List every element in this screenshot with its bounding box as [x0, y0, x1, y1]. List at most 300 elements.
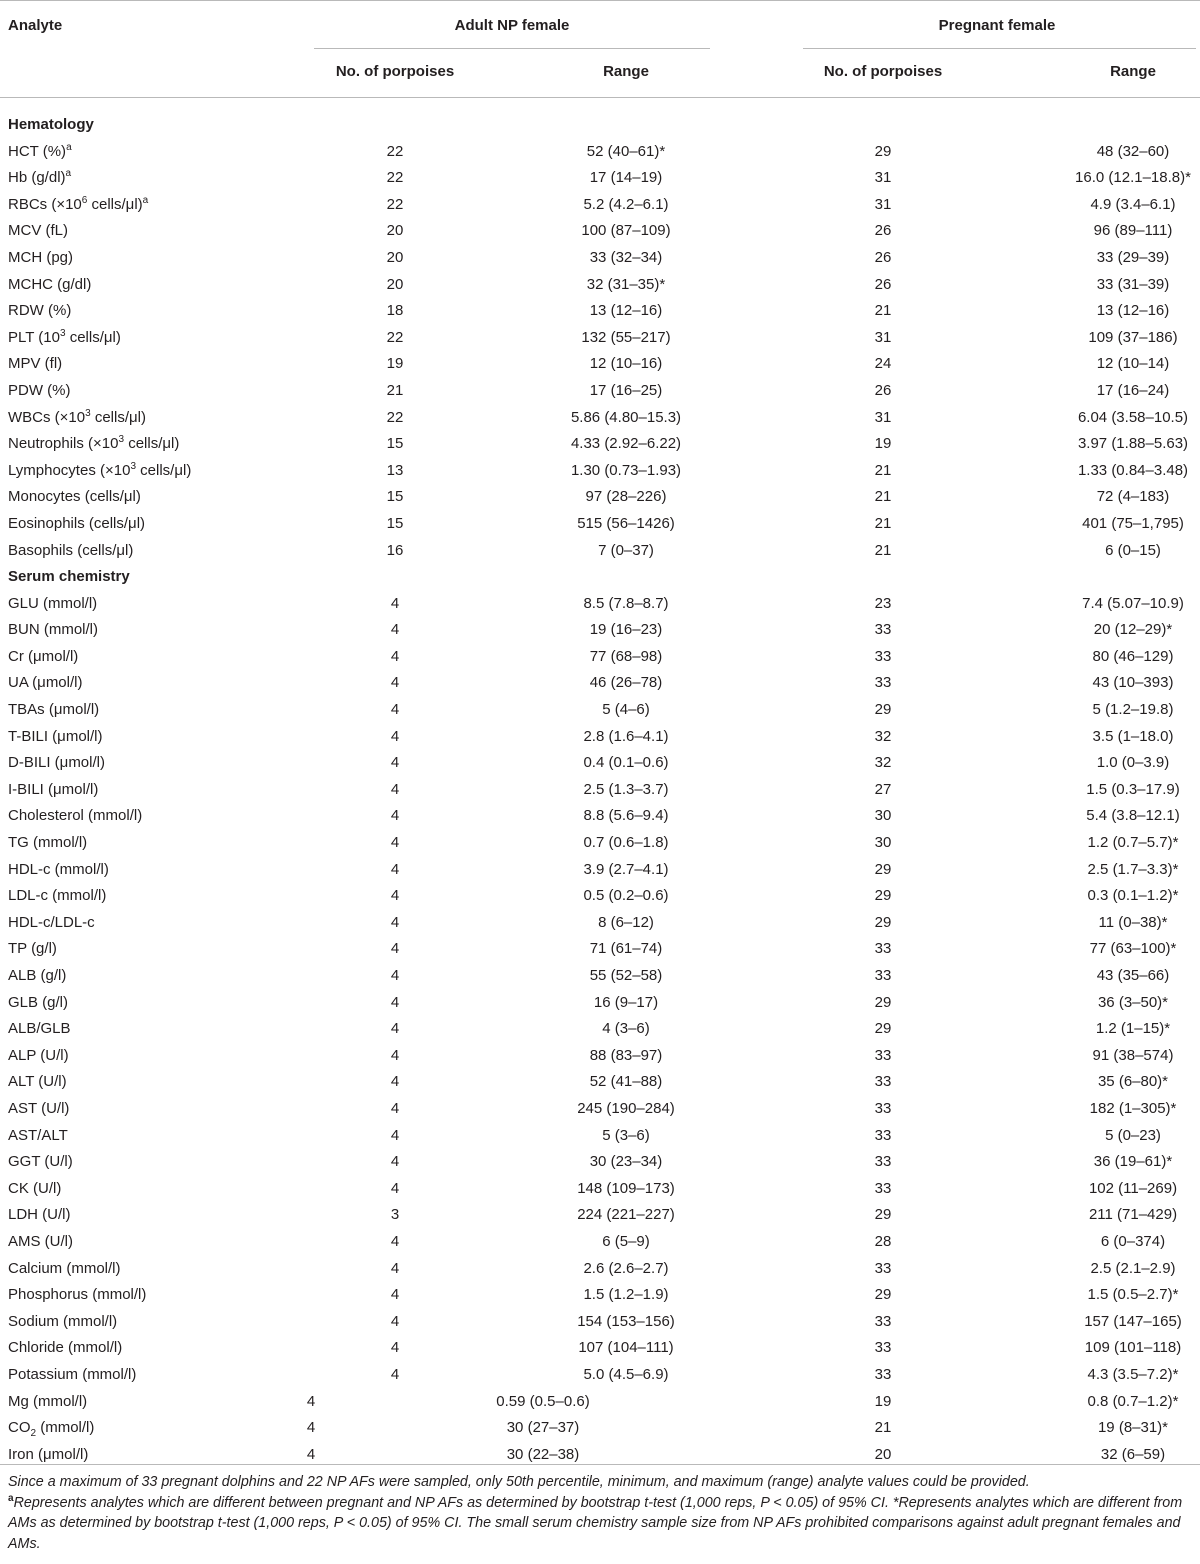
table-row [0, 484, 1200, 511]
table-row [0, 192, 1200, 219]
analyte-name: Chloride (mmol/l) [8, 1339, 123, 1357]
pregnant-range: 2.5 (1.7–3.3)* [1087, 860, 1179, 878]
np-female-range: 19 (16–23) [589, 621, 663, 639]
pregnant-count: 29 [874, 887, 892, 905]
pregnant-count: 33 [874, 1073, 892, 1091]
pregnant-range: 0.3 (0.1–1.2)* [1087, 887, 1179, 905]
table-row [0, 1229, 1200, 1256]
pregnant-range: 5 (0–23) [1105, 1126, 1161, 1144]
np-female-range: 3.9 (2.7–4.1) [583, 860, 669, 878]
pregnant-range: 0.8 (0.7–1.2)* [1087, 1392, 1179, 1410]
table-row [0, 591, 1200, 618]
analyte-name: HDL-c (mmol/l) [8, 860, 109, 878]
table-footnotes [8, 1472, 1194, 1554]
pregnant-count: 21 [874, 302, 892, 320]
np-female-range: 7 (0–37) [598, 541, 654, 559]
pregnant-count: 29 [874, 1020, 892, 1038]
np-female-range: 515 (56–1426) [577, 514, 675, 532]
pregnant-count: 27 [874, 780, 892, 798]
np-female-count: 4 [390, 940, 400, 958]
table-row [0, 617, 1200, 644]
group2-underline [803, 48, 1196, 49]
np-female-range: 0.4 (0.1–0.6) [583, 754, 669, 772]
header-no-of-porpoises-1: No. of porpoises [335, 63, 455, 80]
np-female-count: 4 [306, 1419, 316, 1437]
pregnant-count: 33 [874, 1259, 892, 1277]
pregnant-range: 13 (12–16) [1096, 302, 1170, 320]
table-row [0, 803, 1200, 830]
analyte-name: Monocytes (cells/μl) [8, 488, 141, 506]
analyte-name: RBCs ($\times 10^6$ cells/μl)$^a$ [8, 194, 149, 213]
np-female-count: 4 [390, 860, 400, 878]
analyte-name: D-BILI (μmol/l) [8, 754, 105, 772]
pregnant-range: 109 (37–186) [1088, 328, 1178, 346]
pregnant-range: 7.4 (5.07–10.9) [1082, 594, 1184, 612]
pregnant-count: 33 [874, 1046, 892, 1064]
pregnant-range: 4.3 (3.5–7.2)* [1087, 1365, 1179, 1383]
np-female-range: 17 (16–25) [589, 381, 663, 399]
np-female-count: 4 [390, 621, 400, 639]
np-female-count: 4 [390, 1153, 400, 1171]
np-female-count: 20 [386, 248, 404, 266]
analyte-name: $CO_2$ (mmol/l) [8, 1419, 95, 1440]
np-female-count: 4 [390, 1099, 400, 1117]
pregnant-range: 20 (12–29)* [1093, 621, 1173, 639]
analyte-name: Sodium (mmol/l) [8, 1312, 118, 1330]
np-female-range: 71 (61–74) [589, 940, 663, 958]
pregnant-count: 28 [874, 1232, 892, 1250]
pregnant-range: 48 (32–60) [1096, 142, 1170, 160]
np-female-range: 0.7 (0.6–1.8) [583, 834, 669, 852]
pregnant-count: 23 [874, 594, 892, 612]
header-no-of-porpoises-2: No. of porpoises [823, 63, 943, 80]
analyte-name: HDL-c/LDL-c [8, 913, 95, 931]
np-female-range: 8 (6–12) [598, 913, 654, 931]
table-row [0, 1389, 1200, 1416]
np-female-count: 15 [386, 488, 404, 506]
analyte-name: UA (μmol/l) [8, 674, 83, 692]
np-female-count: 13 [386, 461, 404, 479]
pregnant-range: 5.4 (3.8–12.1) [1086, 807, 1180, 825]
np-female-count: 4 [390, 1339, 400, 1357]
pregnant-count: 29 [874, 860, 892, 878]
table-row [0, 245, 1200, 272]
table-row [0, 1282, 1200, 1309]
analyte-name: GLB (g/l) [8, 993, 69, 1011]
analyte-name: Hb $(g/dl)^a$ [8, 168, 72, 187]
np-female-count: 4 [390, 1020, 400, 1038]
pregnant-range: 1.33 (0.84–3.48) [1077, 461, 1189, 479]
np-female-count: 4 [390, 701, 400, 719]
np-female-range: 5 (3–6) [602, 1126, 650, 1144]
table-row [0, 1362, 1200, 1389]
pregnant-range: 12 (10–14) [1096, 355, 1170, 373]
table-row [0, 298, 1200, 325]
analyte-name: LDH (U/l) [8, 1206, 71, 1224]
table-row [0, 857, 1200, 884]
np-female-range: 52 (41–88) [589, 1073, 663, 1091]
np-female-range: 2.8 (1.6–4.1) [583, 727, 669, 745]
np-female-count: 4 [390, 1286, 400, 1304]
np-female-range: 1.5 (1.2–1.9) [583, 1286, 669, 1304]
np-female-range: 1.30 (0.73–1.93) [570, 461, 682, 479]
analyte-name: Cholesterol (mmol/l) [8, 807, 143, 825]
pregnant-range: 36 (19–61)* [1093, 1153, 1173, 1171]
pregnant-range: 1.5 (0.3–17.9) [1086, 780, 1180, 798]
analyte-name: T-BILI (μmol/l) [8, 727, 103, 745]
table-row [0, 1309, 1200, 1336]
pregnant-count: 29 [874, 701, 892, 719]
pregnant-count: 29 [874, 993, 892, 1011]
pregnant-count: 21 [874, 488, 892, 506]
np-female-range: 0.5 (0.2–0.6) [583, 887, 669, 905]
analyte-name: ALP (U/l) [8, 1046, 69, 1064]
pregnant-range: 3.5 (1–18.0) [1092, 727, 1174, 745]
np-female-count: 21 [386, 381, 404, 399]
analyte-name: PDW (%) [8, 381, 71, 399]
pregnant-range: 36 (3–50)* [1097, 993, 1169, 1011]
pregnant-count: 29 [874, 142, 892, 160]
section-header-row [0, 112, 1200, 139]
pregnant-range: 80 (46–129) [1092, 647, 1174, 665]
section-title: Hematology [8, 116, 94, 133]
pregnant-count: 21 [874, 514, 892, 532]
table-row [0, 538, 1200, 565]
pregnant-range: 43 (35–66) [1096, 967, 1170, 984]
pregnant-count: 26 [874, 248, 892, 266]
np-female-range: 5 (4–6) [602, 701, 650, 719]
pregnant-range: 43 (10–393) [1092, 674, 1174, 692]
section-header-row [0, 564, 1200, 591]
table-row [0, 1149, 1200, 1176]
analyte-name: CK (U/l) [8, 1179, 62, 1197]
analyte-name: MCV (fL) [8, 222, 68, 240]
analyte-name: I-BILI (μmol/l) [8, 780, 99, 798]
analyte-name: ALB (g/l) [8, 967, 67, 984]
table-row [0, 1335, 1200, 1362]
np-female-range: 77 (68–98) [589, 647, 663, 665]
np-female-range: 30 (27–37) [506, 1419, 580, 1437]
np-female-count: 4 [306, 1392, 316, 1410]
analyte-name: Basophils (cells/μl) [8, 541, 134, 559]
table-row [0, 1096, 1200, 1123]
table-row [0, 325, 1200, 352]
pregnant-range: 35 (6–80)* [1097, 1073, 1169, 1091]
table-row [0, 697, 1200, 724]
pregnant-count: 31 [874, 195, 892, 213]
table-row [0, 431, 1200, 458]
analyte-name: RDW (%) [8, 302, 72, 320]
np-female-count: 4 [390, 647, 400, 665]
np-female-range: 2.6 (2.6–2.7) [583, 1259, 669, 1277]
np-female-range: 88 (83–97) [589, 1046, 663, 1064]
analyte-name: Cr (μmol/l) [8, 647, 79, 665]
pregnant-range: 32 (6–59) [1100, 1445, 1166, 1463]
table-row [0, 963, 1200, 990]
pregnant-count: 33 [874, 1312, 892, 1330]
analyte-name: MCHC (g/dl) [8, 275, 92, 293]
np-female-range: 30 (23–34) [589, 1153, 663, 1171]
np-female-range: 30 (22–38) [506, 1445, 580, 1463]
pregnant-count: 33 [874, 647, 892, 665]
pregnant-count: 32 [874, 727, 892, 745]
pregnant-range: 2.5 (2.1–2.9) [1090, 1259, 1176, 1277]
np-female-count: 20 [386, 275, 404, 293]
analyte-name: AST (U/l) [8, 1099, 70, 1117]
table-row [0, 1016, 1200, 1043]
table-row [0, 378, 1200, 405]
pregnant-range: 401 (75–1,795) [1082, 514, 1184, 532]
pregnant-count: 26 [874, 222, 892, 240]
pregnant-range: 1.0 (0–3.9) [1096, 754, 1170, 772]
np-female-range: 12 (10–16) [589, 355, 663, 373]
np-female-count: 4 [390, 754, 400, 772]
analyte-name: Eosinophils (cells/μl) [8, 514, 146, 532]
np-female-count: 19 [386, 355, 404, 373]
pregnant-range: 33 (29–39) [1096, 248, 1170, 266]
table-row [0, 777, 1200, 804]
analyte-name: Lymphocytes ($\times 10^3$ cells/μl) [8, 460, 192, 479]
pregnant-range: 6.04 (3.58–10.5) [1077, 408, 1189, 426]
np-female-count: 4 [390, 1259, 400, 1277]
np-female-range: 32 (31–35)* [586, 275, 666, 293]
table-row [0, 1176, 1200, 1203]
pregnant-range: 11 (0–38)* [1098, 913, 1168, 931]
np-female-count: 18 [386, 302, 404, 320]
pregnant-count: 26 [874, 275, 892, 293]
pregnant-range: 77 (63–100)* [1089, 940, 1177, 958]
pregnant-range: 6 (0–374) [1100, 1232, 1166, 1250]
pregnant-count: 21 [874, 461, 892, 479]
pregnant-range: 4.9 (3.4–6.1) [1090, 195, 1176, 213]
np-female-range: 107 (104–111) [578, 1339, 674, 1357]
table-row [0, 750, 1200, 777]
table-row [0, 724, 1200, 751]
np-female-count: 4 [390, 1126, 400, 1144]
np-female-range: 16 (9–17) [593, 993, 659, 1011]
np-female-count: 4 [390, 594, 400, 612]
analyte-name: GLU (mmol/l) [8, 594, 98, 612]
analyte-name: MCH (pg) [8, 248, 74, 266]
np-female-range: 4.33 (2.92–6.22) [570, 435, 682, 453]
table-row [0, 990, 1200, 1017]
pregnant-count: 33 [874, 1153, 892, 1171]
pregnant-count: 20 [874, 1445, 892, 1463]
pregnant-range: 211 (71–429) [1088, 1206, 1178, 1224]
table-row [0, 1069, 1200, 1096]
pregnant-count: 33 [874, 1365, 892, 1383]
np-female-count: 22 [386, 142, 404, 160]
np-female-range: 6 (5–9) [602, 1232, 650, 1250]
table-bottom-rule [0, 1464, 1200, 1465]
np-female-count: 3 [390, 1206, 400, 1224]
table-row [0, 1256, 1200, 1283]
pregnant-range: 5 (1.2–19.8) [1092, 701, 1174, 719]
pregnant-count: 33 [874, 967, 892, 984]
pregnant-range: 6 (0–15) [1105, 541, 1161, 559]
np-female-count: 22 [386, 408, 404, 426]
np-female-count: 4 [390, 887, 400, 905]
table-row [0, 1043, 1200, 1070]
np-female-range: 0.59 (0.5–0.6) [496, 1392, 590, 1410]
np-female-range: 224 (221–227) [577, 1206, 675, 1224]
footnote-significance [8, 1493, 1194, 1555]
pregnant-count: 32 [874, 754, 892, 772]
pregnant-count: 33 [874, 621, 892, 639]
pregnant-range: 72 (4–183) [1096, 488, 1170, 506]
analyte-name: PLT ($10^3$ cells/μl) [8, 327, 121, 346]
np-female-count: 4 [390, 1073, 400, 1091]
np-female-count: 4 [390, 834, 400, 852]
np-female-count: 4 [390, 1179, 400, 1197]
pregnant-count: 31 [874, 169, 892, 187]
analyte-name: Phosphorus (mmol/l) [8, 1286, 147, 1304]
np-female-count: 4 [390, 1312, 400, 1330]
pregnant-count: 33 [874, 1179, 892, 1197]
np-female-count: 15 [386, 435, 404, 453]
table-row [0, 670, 1200, 697]
table-row [0, 139, 1200, 166]
section-title: Serum chemistry [8, 568, 130, 586]
header-bottom-rule [0, 97, 1200, 98]
np-female-count: 4 [390, 913, 400, 931]
header-range-2: Range [1110, 63, 1156, 80]
header-group-adult-np-female: Adult NP female [454, 17, 570, 34]
np-female-range: 2.5 (1.3–3.7) [583, 780, 669, 798]
pregnant-range: 19 (8–31)* [1097, 1419, 1169, 1437]
np-female-count: 20 [386, 222, 404, 240]
np-female-range: 5.0 (4.5–6.9) [583, 1365, 669, 1383]
table-row [0, 218, 1200, 245]
pregnant-count: 30 [874, 807, 892, 825]
pregnant-count: 33 [874, 674, 892, 692]
table-body [0, 112, 1200, 1468]
footnote-a-marker: a [8, 1492, 14, 1504]
np-female-range: 8.5 (7.8–8.7) [583, 594, 669, 612]
pregnant-count: 31 [874, 328, 892, 346]
np-female-count: 4 [390, 1365, 400, 1383]
analyte-name: AST/ALT [8, 1126, 68, 1144]
pregnant-count: 33 [874, 1099, 892, 1117]
footnote-sampling: Since a maximum of 33 pregnant dolphins and 22 NP AFs were sampled, only 50th percentile, minimum, and maximum (range) analyte values could be provided. [8, 1474, 1030, 1490]
group1-underline [314, 48, 710, 49]
np-female-count: 4 [390, 807, 400, 825]
header-group-pregnant-female: Pregnant female [938, 17, 1056, 34]
np-female-range: 132 (55–217) [581, 328, 671, 346]
np-female-count: 4 [390, 674, 400, 692]
pregnant-count: 29 [874, 913, 892, 931]
table-top-rule [0, 0, 1200, 1]
table-row [0, 910, 1200, 937]
table-row [0, 458, 1200, 485]
analyte-name: HCT (%)$^a$ [8, 141, 72, 160]
np-female-range: 55 (52–58) [589, 967, 663, 984]
analyte-name: Iron (μmol/l) [8, 1445, 89, 1463]
np-female-range: 33 (32–34) [589, 248, 663, 266]
pregnant-count: 33 [874, 1126, 892, 1144]
np-female-range: 5.2 (4.2–6.1) [583, 195, 669, 213]
table-row [0, 351, 1200, 378]
analyte-name: MPV (fl) [8, 355, 63, 373]
np-female-range: 97 (28–226) [585, 488, 667, 506]
pregnant-range: 157 (147–165) [1084, 1312, 1182, 1330]
pregnant-count: 29 [874, 1206, 892, 1224]
np-female-range: 245 (190–284) [577, 1099, 675, 1117]
pregnant-range: 1.2 (0.7–5.7)* [1087, 834, 1179, 852]
pregnant-range: 1.5 (0.5–2.7)* [1087, 1286, 1179, 1304]
np-female-count: 4 [390, 727, 400, 745]
np-female-range: 13 (12–16) [589, 302, 663, 320]
analyte-name: BUN (mmol/l) [8, 621, 98, 639]
table-row [0, 830, 1200, 857]
header-range-1: Range [603, 63, 649, 80]
np-female-count: 4 [390, 780, 400, 798]
pregnant-count: 21 [874, 1419, 892, 1437]
np-female-count: 4 [390, 1046, 400, 1064]
np-female-range: 148 (109–173) [577, 1179, 675, 1197]
table-row [0, 511, 1200, 538]
np-female-range: 52 (40–61)* [586, 142, 666, 160]
table-row [0, 1202, 1200, 1229]
np-female-range: 100 (87–109) [581, 222, 671, 240]
np-female-count: 4 [390, 967, 400, 984]
np-female-range: 8.8 (5.6–9.4) [583, 807, 669, 825]
pregnant-count: 24 [874, 355, 892, 373]
pregnant-range: 1.2 (1–15)* [1095, 1020, 1171, 1038]
pregnant-count: 33 [874, 940, 892, 958]
pregnant-range: 109 (101–118) [1084, 1339, 1182, 1357]
np-female-range: 5.86 (4.80–15.3) [570, 408, 682, 426]
analyte-name: TBAs (μmol/l) [8, 701, 100, 719]
analyte-name: WBCs ($\times 10^3$ cells/μl) [8, 407, 146, 426]
pregnant-count: 21 [874, 541, 892, 559]
np-female-count: 4 [390, 1232, 400, 1250]
np-female-range: 154 (153–156) [577, 1312, 675, 1330]
pregnant-range: 182 (1–305)* [1089, 1099, 1177, 1117]
table-row [0, 1123, 1200, 1150]
footnote-significance-text: Represents analytes which are different between pregnant and NP AFs as determined by bootstrap t-test (1,000 reps, P < 0.05) of 95% CI. *Represents analytes which are different from AMs as determined by bootstrap t-test (1,000 reps, P < 0.05) of 95% CI. The small serum chemistry sample size from NP AFs prohibited comparisons against adult pregnant females and AMs. [8, 1494, 1183, 1552]
np-female-range: 17 (14–19) [589, 169, 663, 187]
analyte-name: Mg (mmol/l) [8, 1392, 88, 1410]
np-female-count: 22 [386, 169, 404, 187]
pregnant-count: 19 [874, 435, 892, 453]
table-row [0, 272, 1200, 299]
pregnant-count: 29 [874, 1286, 892, 1304]
pregnant-count: 30 [874, 834, 892, 852]
pregnant-range: 17 (16–24) [1096, 381, 1170, 399]
pregnant-count: 26 [874, 381, 892, 399]
np-female-range: 46 (26–78) [589, 674, 663, 692]
analyte-name: GGT (U/l) [8, 1153, 73, 1171]
header-analyte: Analyte [8, 17, 63, 34]
analyte-name: ALB/GLB [8, 1020, 71, 1038]
pregnant-range: 96 (89–111) [1093, 222, 1173, 240]
np-female-count: 16 [386, 541, 404, 559]
table-row [0, 405, 1200, 432]
analyte-name: TP (g/l) [8, 940, 57, 958]
pregnant-count: 31 [874, 408, 892, 426]
np-female-count: 15 [386, 514, 404, 532]
pregnant-range: 16.0 (12.1–18.8)* [1075, 169, 1191, 187]
np-female-range: 4 (3–6) [602, 1020, 650, 1038]
pregnant-count: 19 [874, 1392, 892, 1410]
table-row [0, 1415, 1200, 1442]
pregnant-count: 33 [874, 1339, 892, 1357]
pregnant-range: 3.97 (1.88–5.63) [1077, 435, 1189, 453]
np-female-count: 4 [306, 1445, 316, 1463]
pregnant-range: 91 (38–574) [1092, 1046, 1174, 1064]
table-row [0, 936, 1200, 963]
